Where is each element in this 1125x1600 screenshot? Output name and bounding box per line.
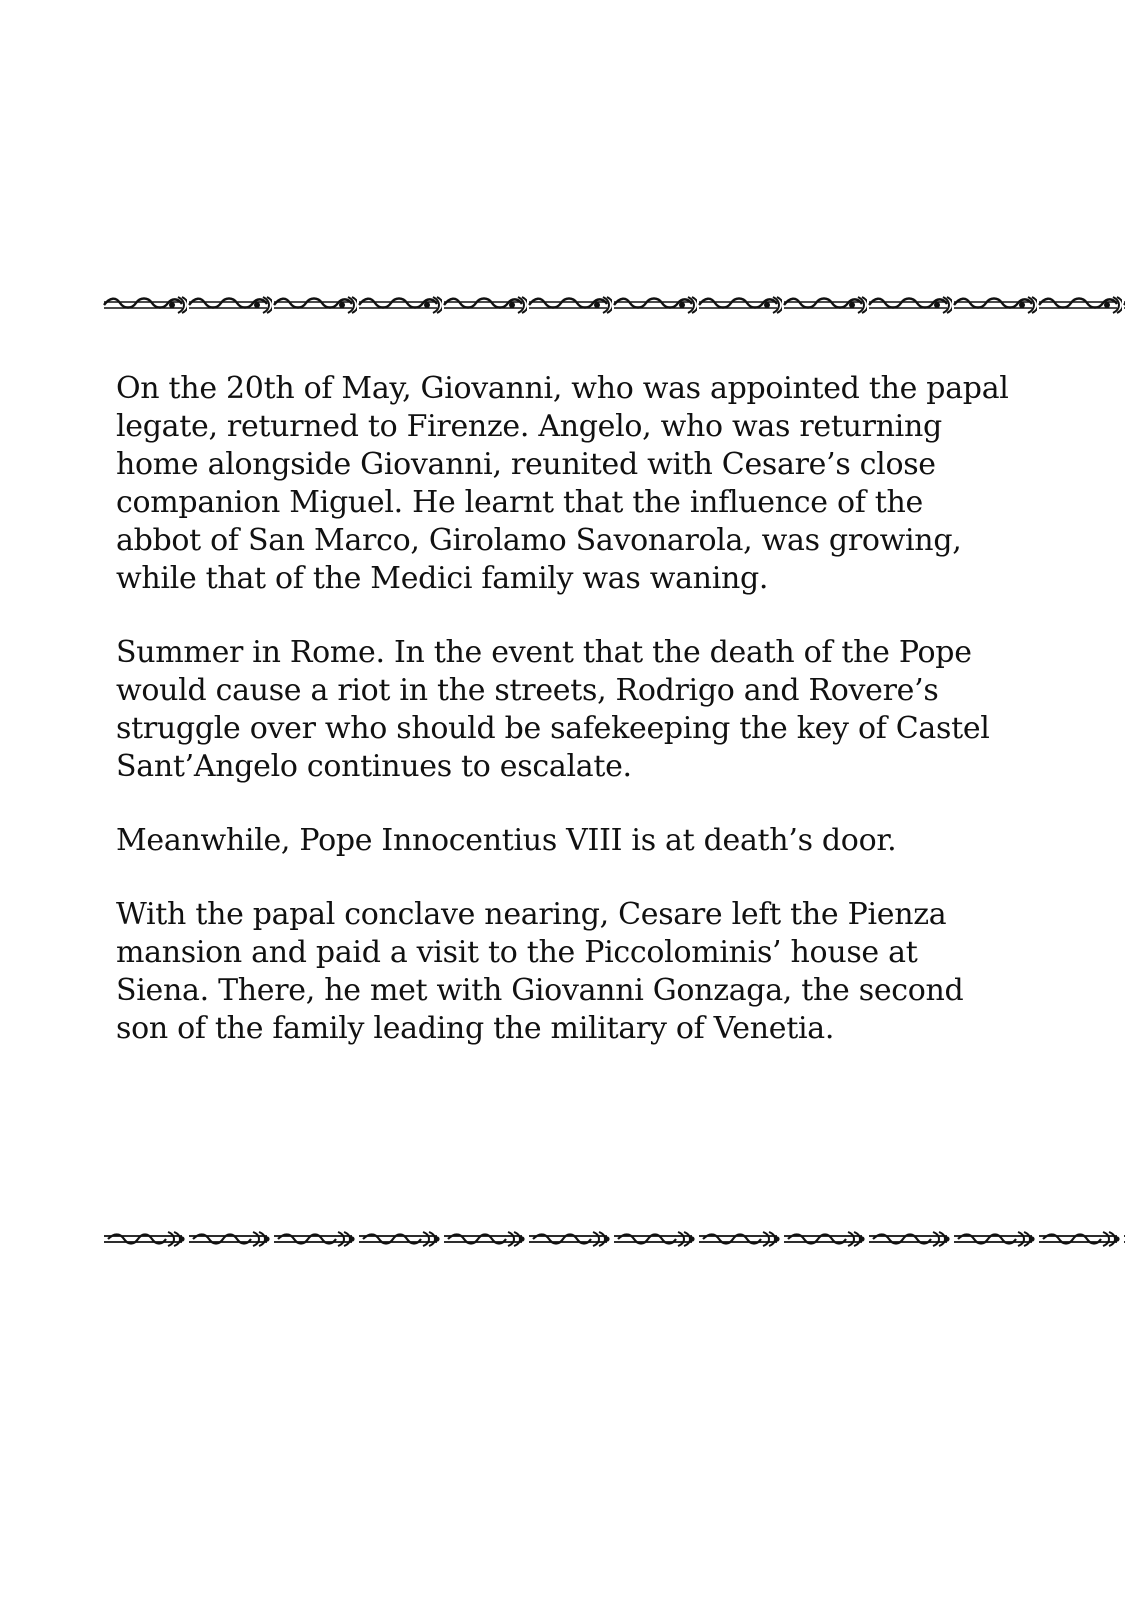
border-ornament-icon [102,1228,1125,1250]
paragraph-4: With the papal conclave nearing, Cesare left the Pienza mansion and paid a visit to the Piccolominis’ house at Siena. There, he met with Giovanni Gonzaga, the second son of the family leading the military of Venetia. [116,897,964,1046]
paragraph-1: On the 20th of May, Giovanni, who was appointed the papal legate, returned to Firenze. Angelo, who was returning home alongside Giovanni, reunited with Cesare’s close companion Miguel. He learnt that the influence of the abbot of San Marco, Girolamo Savonarola, was growing, while that of the Medici family was waning. [116,371,1009,596]
paragraph-2: Summer in Rome. In the event that the death of the Pope would cause a riot in the streets, Rodrigo and Rovere’s struggle over who should be safekeeping the key of Castel Sant’Angelo continues to escalate. [116,635,990,784]
bottom-ornamental-border [102,1228,1125,1250]
paragraph-3: Meanwhile, Pope Innocentius VIII is at death’s door. [116,823,897,858]
border-ornament-icon [102,294,1125,316]
narrative-text [116,370,1016,1084]
top-ornamental-border [102,294,1125,316]
